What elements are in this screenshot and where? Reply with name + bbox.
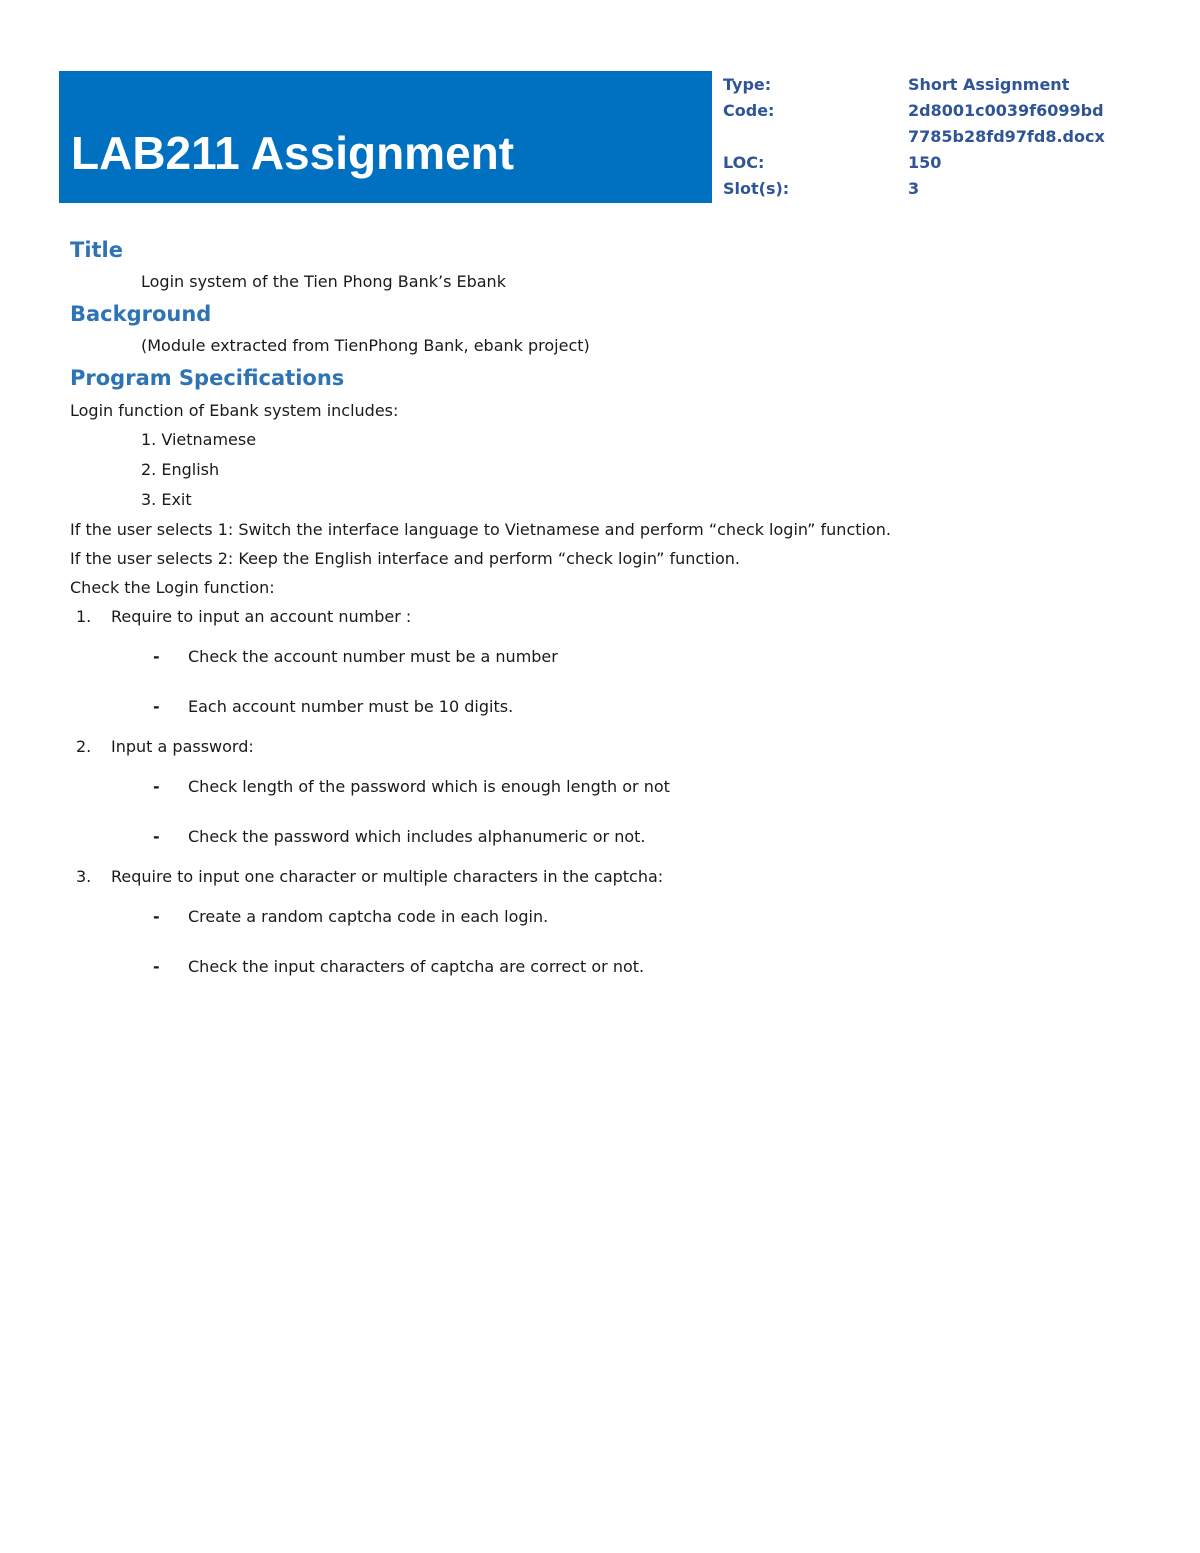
meta-value: Short Assignment [908,75,1070,94]
assignment-meta [723,72,1163,202]
dash-bullet: - [153,697,160,716]
requirement-item [70,862,1130,892]
meta-label [723,124,908,150]
spec-heading: Program Specifications [70,366,345,390]
meta-row-type [723,72,1163,98]
requirement-item [70,602,1130,632]
background-text: (Module extracted from TienPhong Bank, ebank project) [141,336,590,355]
dash-bullet: - [153,957,160,976]
sub-requirement [70,762,1130,812]
sub-requirement [70,682,1130,732]
meta-value: 150 [908,153,942,172]
select-1-rule: If the user selects 1: Switch the interface language to Vietnamese and perform “check login” function. [70,520,891,539]
sub-requirement-text: Check the account number must be a number [188,647,558,666]
meta-row-loc [723,150,1163,176]
dash-bullet: - [153,777,160,796]
menu-option-english: 2. English [141,460,220,479]
requirement-text: Require to input an account number : [111,607,412,626]
sub-requirement-text: Create a random captcha code in each login. [188,907,549,926]
meta-label: LOC: [723,153,765,172]
meta-label: Type: [723,75,772,94]
check-login-heading: Check the Login function: [70,578,275,597]
meta-row-slots [723,176,1163,202]
sub-requirement-text: Check the password which includes alphanumeric or not. [188,827,646,846]
menu-option-exit: 3. Exit [141,490,192,509]
meta-row-code-cont [723,124,1163,150]
requirement-number: 2. [76,737,92,756]
meta-label: Slot(s): [723,179,790,198]
meta-label: Code: [723,101,775,120]
dash-bullet: - [153,827,160,846]
sub-requirement [70,812,1130,862]
dash-bullet: - [153,647,160,666]
spec-intro: Login function of Ebank system includes: [70,401,399,420]
meta-value: 7785b28fd97fd8.docx [908,127,1105,146]
sub-requirement-text: Each account number must be 10 digits. [188,697,514,716]
requirement-text: Require to input one character or multiple characters in the captcha: [111,867,664,886]
title-heading: Title [70,238,124,262]
sub-requirement [70,892,1130,942]
sub-requirement [70,942,1130,992]
document-body [70,232,1130,992]
header-banner [59,71,712,203]
requirement-text: Input a password: [111,737,254,756]
page-title: LAB211 Assignment [71,127,515,179]
sub-requirement-text: Check length of the password which is enough length or not [188,777,670,796]
dash-bullet: - [153,907,160,926]
requirement-number: 3. [76,867,92,886]
select-2-rule: If the user selects 2: Keep the English interface and perform “check login” function. [70,549,740,568]
sub-requirement-text: Check the input characters of captcha are correct or not. [188,957,645,976]
meta-value: 3 [908,179,920,198]
requirement-number: 1. [76,607,92,626]
requirement-item [70,732,1130,762]
sub-requirement [70,632,1130,682]
background-heading: Background [70,302,212,326]
meta-row-code [723,98,1163,124]
menu-option-vietnamese: 1. Vietnamese [141,430,257,449]
title-text: Login system of the Tien Phong Bank’s Ebank [141,272,506,291]
meta-value: 2d8001c0039f6099bd [908,101,1104,120]
